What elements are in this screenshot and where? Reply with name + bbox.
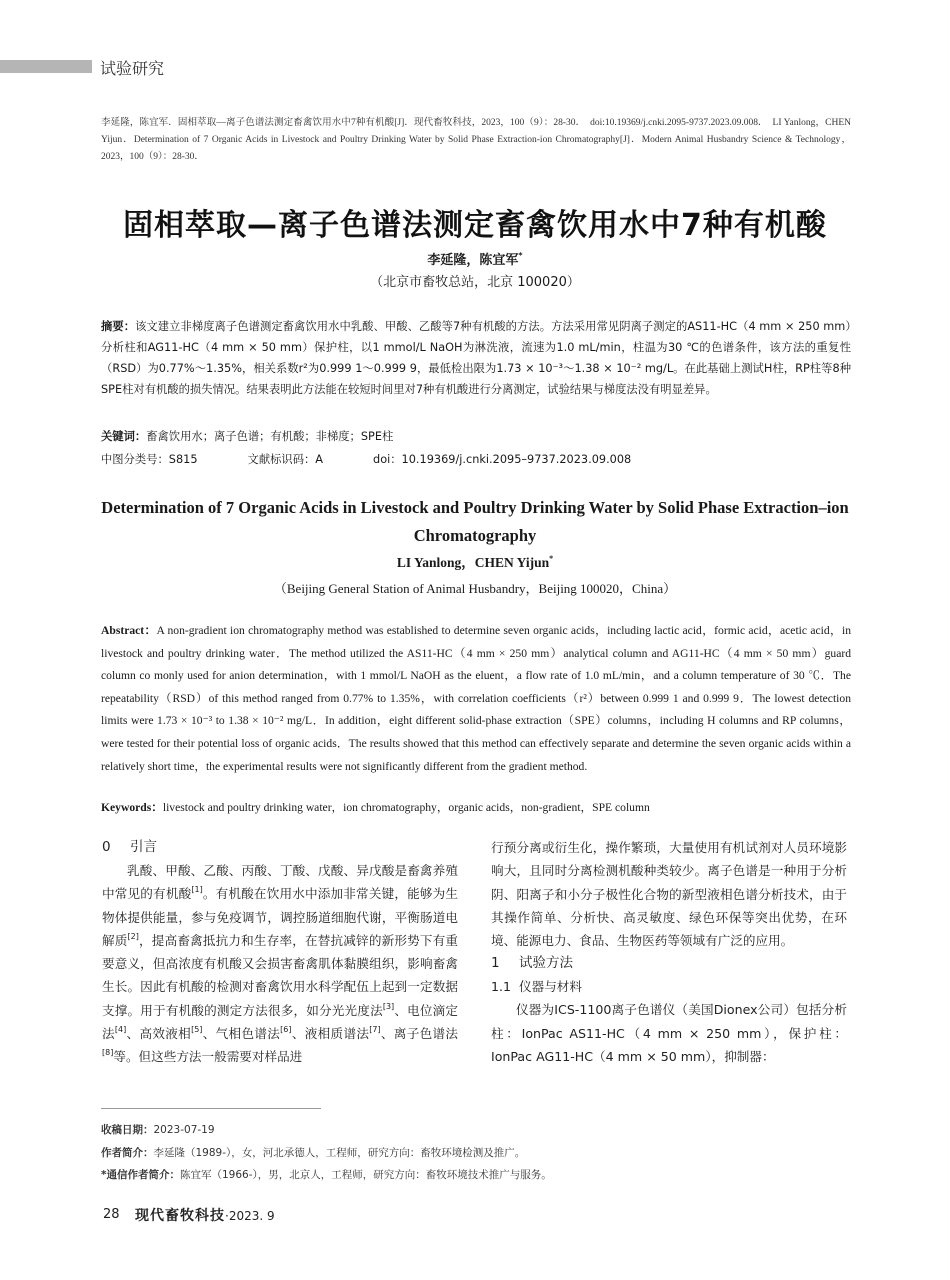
section-label: 试验研究 (100, 59, 165, 78)
subsection-heading-instruments (491, 975, 847, 998)
abstract-en-label: Abstract： (101, 624, 157, 637)
intro-text: 等。但这些方法一般需要对样品进 (113, 1049, 303, 1065)
citation-block: 李延隆，陈宜军．固相萃取—离子色谱法测定畜禽饮用水中7种有机酸[J]．现代畜牧科技，2023，100（9）：28-30． doi:10.19369/j.cnki.2095-9737.2023.09.008． LI Yanlong，CHEN Yijun．Determination of 7 Organic Acids in Livestock and Poultry Drinking Water by Solid Phase Extraction-ion Chromatography[J]．Modern Animal Husbandry Science & Technology，2023，100（9）：28-30． (101, 118, 851, 162)
corresponding-mark-en: * (549, 554, 554, 563)
reference-link[interactable]: [4] (114, 1025, 127, 1035)
intro-text: 、气相色谱法 (202, 1026, 281, 1042)
footnote-divider (101, 1108, 321, 1109)
keywords-cn-label: 关键词： (101, 430, 147, 443)
intro-text: 、液相质谱法 (291, 1026, 370, 1042)
issue-date: ·2023. 9 (225, 1209, 275, 1223)
footnote-author (101, 1145, 851, 1160)
abstract-en (101, 620, 851, 778)
intro-text: 、离子色谱法 (380, 1026, 459, 1042)
journal-title: 现代畜牧科技 (135, 1208, 225, 1224)
footnote-corresponding (101, 1167, 851, 1182)
abstract-en-text: A non-gradient ion chromatography method was established to determine seven organic acids，including lactic acid，formic acid，acetic acid，in livestock and poultry drinking water．The method utilized the AS11-HC（4 mm × 250 mm）analytical column and AG11-HC（4 mm × 50 mm）guard column co monly used for anion determination，with 1 mmol/L NaOH as the eluent，a flow rate of 1.0 mL/min，and a column temperature of 30 ℃．The repeatability（RSD）of this method ranged from 0.77% to 1.35%，with correlation coefficients（r²）between 0.999 1 and 0.999 9．The lowest detection limits were 1.73 × 10⁻³ to 1.38 × 10⁻² mg/L．In addition，eight different solid-phase extraction（SPE）columns，including H columns and RP columns，were tested for their potential loss of organic acids．The results showed that this method can effectively separate and determine the seven organic acids within a relatively short time，the experimental results were not significantly different from the gradient method. (101, 624, 851, 773)
intro-paragraph-continued: 行预分离或衍生化，操作繁琐，大量使用有机试剂对人员环境影响大，且同时分离检测机酸种类较少。离子色谱是一种用于分析阴、阳离子和小分子极性化合物的新型液相色谱分析技术，由于其操作简单、分析快、高灵敏度、绿色环保等突出优势，在环境、能源电力、食品、生物医药等领域有广泛的应用。 (491, 840, 847, 949)
footnote-text: 陈宜军（1966-），男，北京人，工程师，研究方向：畜牧环境技术推广与服务。 (180, 1169, 552, 1181)
authors-cn (0, 249, 950, 268)
clc-code: 中图分类号：S815 (101, 453, 198, 466)
section-heading-introduction (102, 836, 458, 859)
section-title: 引言 (130, 839, 157, 855)
section-title: 试验方法 (519, 955, 573, 972)
classification-line (101, 451, 851, 467)
keywords-cn (101, 428, 851, 444)
body-column-right (491, 836, 847, 1068)
authors-cn-names: 李延隆，陈宜军 (427, 253, 519, 268)
reference-link[interactable]: [3] (382, 1001, 395, 1011)
abstract-cn-text: 该文建立非梯度离子色谱测定畜禽饮用水中乳酸、甲酸、乙酸等7种有机酸的方法。方法采用常见阴离子测定的AS11-HC（4 mm × 250 mm）分析柱和AG11-HC（4 mm × 50 mm）保护柱，以1 mmol/L NaOH为淋洗液，流速为1.0 mL/min，柱温为30 ℃的色谱条件，该方法的重复性（RSD）为0.77%～1.35%，相关系数r²为0.999 1～0.999 9，最低检出限为1.73 × 10⁻³～1.38 × 10⁻² mg/L。在此基础上测试H柱，RP柱等8种SPE柱对有机酸的损失情况。结果表明此方法能在较短时间里对7种有机酸进行分离测定，试验结果与梯度法没有明显差异。 (101, 320, 851, 396)
article-title-en: Determination of 7 Organic Acids in Livestock and Poultry Drinking Water by Solid Phase Extraction–ion Chromatography (101, 498, 849, 545)
authors-en (0, 551, 950, 571)
page-number: 28 (103, 1207, 120, 1222)
section-number: 0 (102, 839, 111, 855)
intro-text: 、高效液相 (126, 1026, 192, 1042)
keywords-cn-text: 畜禽饮用水；离子色谱；有机酸；非梯度；SPE柱 (146, 430, 394, 443)
footnote-received (101, 1122, 851, 1137)
article-title-cn: 固相萃取—离子色谱法测定畜禽饮用水中7种有机酸 (123, 208, 827, 243)
abstract-cn-label: 摘要： (101, 320, 136, 333)
doi: doi：10.19369/j.cnki.2095–9737.2023.09.008 (373, 453, 632, 466)
corresponding-mark: * (518, 251, 523, 260)
affiliation-en: （Beijing General Station of Animal Husbandry，Beijing 100020，China） (273, 581, 677, 596)
footnote-label: 收稿日期： (101, 1124, 154, 1136)
reference-link[interactable]: [6] (280, 1025, 292, 1035)
reference-link[interactable]: [8] (102, 1048, 114, 1058)
reference-link[interactable]: [1] (191, 885, 203, 895)
abstract-cn (101, 316, 851, 400)
footnote-label: *通信作者简介： (101, 1169, 180, 1181)
footnote-text: 2023-07-19 (153, 1124, 215, 1136)
subsection-title: 仪器与材料 (519, 979, 582, 995)
reference-link[interactable]: [5] (191, 1025, 203, 1035)
reference-link[interactable]: [2] (127, 931, 139, 941)
subsection-number: 1.1 (491, 979, 512, 995)
section-number: 1 (491, 955, 500, 972)
intro-text: 乳酸、甲酸、乙酸、丙酸、丁酸、戊酸、异戊酸是畜禽养殖中常见的有机酸 (102, 863, 458, 902)
reference-link[interactable]: [7] (369, 1025, 381, 1035)
section-heading-methods (491, 952, 847, 975)
keywords-en-label: Keywords： (101, 801, 163, 814)
intro-text: ，提高畜禽抵抗力和生存率，在替抗减锌的新形势下有重要意义，但高浓度有机酸又会损害畜禽肌体黏膜组织，影响畜禽生长。因此有机酸的检测对畜禽饮用水科学配伍上起到一定数据支撑。用于有机酸的测定方法很多，如分光光度法 (102, 932, 459, 1018)
document-code: 文献标识码：A (247, 453, 324, 466)
authors-en-names: LI Yanlong，CHEN Yijun (396, 555, 550, 570)
section-color-bar (0, 60, 92, 73)
footnote-text: 李延隆（1989-），女，河北承德人，工程师，研究方向：畜牧环境检测及推广。 (153, 1147, 526, 1159)
intro-text: 。有机酸在饮用水中添加非常关键，能够为生物体提供能量，参与免疫调节，调控肠道细胞代谢，平衡肠道电解质 (102, 886, 459, 948)
intro-text: 、电位滴定法 (102, 1002, 459, 1042)
journal-name (135, 1205, 275, 1225)
instruments-paragraph: 仪器为ICS-1100离子色谱仪（美国Dionex公司）包括分析柱：IonPac AS11-HC（4 mm × 250 mm），保护柱：IonPac AG11-HC（4 mm × 50 mm），抑制器： (491, 1002, 847, 1065)
affiliation-cn: （北京市畜牧总站，北京 100020） (370, 275, 580, 290)
keywords-en (101, 799, 851, 815)
body-column-left (102, 836, 458, 1069)
intro-paragraph (102, 859, 458, 1069)
keywords-en-text: livestock and poultry drinking water，ion chromatography，organic acids，non-gradient，SPE column (162, 801, 650, 814)
footnote-label: 作者简介： (101, 1147, 154, 1159)
